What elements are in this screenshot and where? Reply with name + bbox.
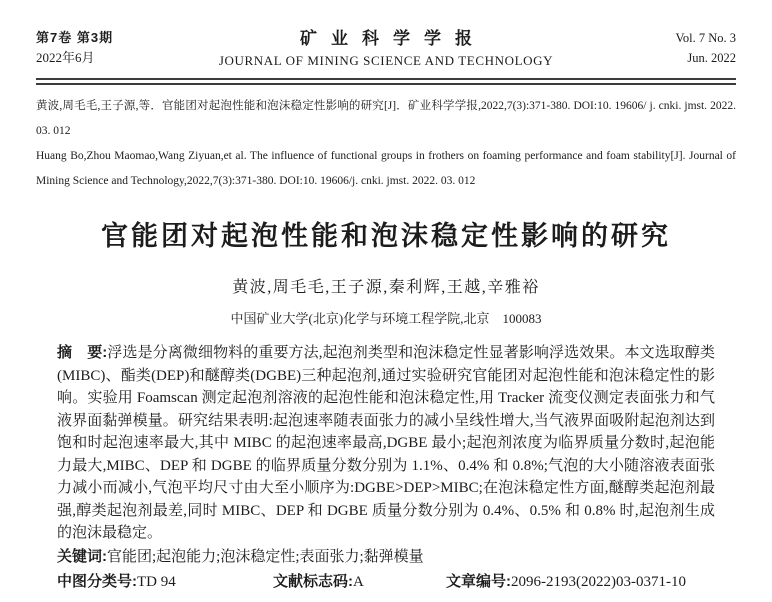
author-list: 黄波,周毛毛,王子源,秦利辉,王越,辛雅裕 xyxy=(232,279,540,296)
article-title: 官能团对起泡性能和泡沫稳定性影响的研究 xyxy=(101,221,671,251)
masthead-right xyxy=(586,28,736,68)
classification-codes-row xyxy=(57,571,715,594)
abstract-text: 浮选是分离微细物料的重要方法,起泡剂类型和泡沫稳定性显著影响浮选效果。本文选取醇类(MIBC)、酯类(DEP)和醚醇类(DGBE)三种起泡剂,通过实验研究官能团对起泡性能和泡沫稳定性的影响。实验用 Foamscan 测定起泡剂溶液的起泡性能和泡沫稳定性,用 Tracker 流变仪测定表面张力和气液界面黏弹模量。研究结果表明:起泡速率随表面张力的减小呈线性增大,当气液界面吸附起泡剂达到饱和时起泡速率最大,其中 MIBC 的起泡速率最高,DGBE 最小;起泡剂浓度为临界质量分数时,起泡能力最大,MIBC、DEP 和 DGBE 的临界质量分数分别为 1.1%、0.4% 和 0.8%;气泡的大小随溶液表面张力减小而减小,气泡平均尺寸由大至小顺序为:DGBE>DEP>MIBC;在泡沫稳定性方面,醚醇类起泡剂最强,醇类起泡剂最差,同时 MIBC、DEP 和 DGBE 质量分数分别为 0.4%、0.5% 和 0.8% 时,起泡剂生成的泡沫最稳定。 xyxy=(57,345,715,541)
article-id-label: 文章编号: xyxy=(446,573,511,590)
abstract-label: 摘 要: xyxy=(57,344,108,361)
abstract-paragraph xyxy=(57,342,715,545)
citation-chinese: 黄波,周毛毛,王子源,等．官能团对起泡性能和泡沫稳定性影响的研究[J]．矿业科学学报,2022,7(3):371-380. DOI:10. 19606/ j. cnki. jmst. 2022. 03. 012 xyxy=(36,100,736,137)
journal-masthead xyxy=(36,28,736,71)
document-code-value: A xyxy=(353,574,364,590)
document-code-label: 文献标志码: xyxy=(273,573,353,590)
volume-issue-en: Vol. 7 No. 3 xyxy=(675,31,736,45)
document-code xyxy=(273,571,446,594)
citation-block xyxy=(36,94,736,194)
affiliation-line: 中国矿业大学(北京)化学与环境工程学院,北京 100083 xyxy=(230,311,542,326)
masthead-center xyxy=(186,28,586,71)
article-id-value: 2096-2193(2022)03-0371-10 xyxy=(511,574,686,590)
citation-english: Huang Bo,Zhou Maomao,Wang Ziyuan,et al. The influence of functional groups in frothers on foaming performance and foam stability[J]. Journal of Mining Science and Technology,2022,7(3):371-380. DOI:10. 19606/j. cnki. jmst. 2022. 03. 012 xyxy=(36,150,736,187)
volume-issue-cn: 第7卷 第3期 xyxy=(36,30,114,45)
clc-number xyxy=(57,571,273,594)
article-id xyxy=(446,571,686,594)
keywords-label: 关键词: xyxy=(57,547,107,565)
clc-number-label: 中图分类号: xyxy=(57,573,137,590)
issue-date-cn: 2022年6月 xyxy=(36,50,95,65)
issue-date-en: Jun. 2022 xyxy=(687,51,736,65)
keywords-line xyxy=(57,546,715,569)
journal-name-cn: 矿业科学学报 xyxy=(300,29,486,48)
journal-name-en: JOURNAL OF MINING SCIENCE AND TECHNOLOGY xyxy=(218,53,554,68)
header-divider-rule xyxy=(36,78,736,85)
keywords-text: 官能团;起泡能力;泡沫稳定性;表面张力;黏弹模量 xyxy=(107,548,424,565)
clc-number-value: TD 94 xyxy=(137,574,176,590)
masthead-left xyxy=(36,28,186,68)
